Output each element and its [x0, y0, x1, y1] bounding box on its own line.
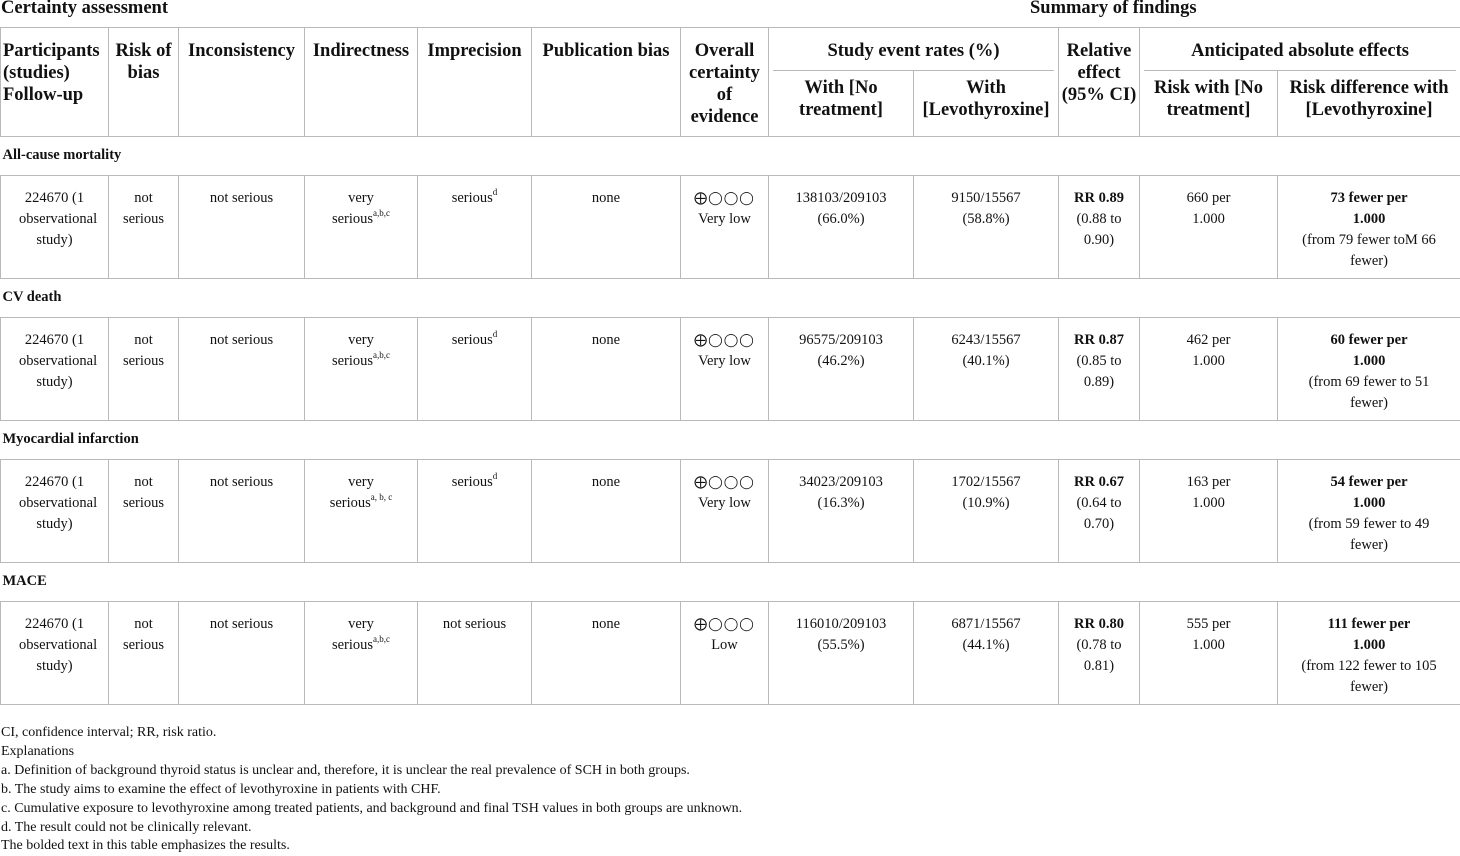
- risk-of-bias-value: not serious: [123, 616, 164, 653]
- table-row: [1, 317, 1460, 420]
- cell-risk-of-bias: [109, 175, 179, 278]
- indirectness-value: very serious: [332, 616, 374, 653]
- certainty-symbols: ⨁◯◯◯: [681, 472, 768, 493]
- cell-with-levothyroxine: [914, 175, 1059, 278]
- certainty-symbols: ⨁◯◯◯: [681, 188, 768, 209]
- cell-risk-of-bias: [109, 459, 179, 562]
- cell-risk-difference: [1278, 459, 1460, 562]
- relative-risk-ci: (0.78 to 0.81): [1059, 635, 1139, 677]
- levothyroxine-rate: 6871/15567: [914, 614, 1058, 635]
- indirectness-value: very serious: [332, 332, 374, 369]
- grade-evidence-table: [0, 27, 1460, 705]
- cell-with-levothyroxine: [914, 459, 1059, 562]
- relative-risk: RR 0.87: [1059, 330, 1139, 351]
- certainty-symbols: ⨁◯◯◯: [681, 330, 768, 351]
- table-header: [1, 28, 1460, 137]
- relative-risk: RR 0.89: [1059, 188, 1139, 209]
- inconsistency-value: not serious: [210, 616, 273, 632]
- cell-publication-bias: [532, 317, 681, 420]
- risk-no-treatment-value: 163 per 1.000: [1140, 472, 1277, 514]
- certainty-label: Very low: [698, 495, 751, 511]
- cell-risk-no-treatment: [1140, 601, 1278, 704]
- certainty-assessment-heading: Certainty assessment: [1, 0, 168, 19]
- relative-risk: RR 0.67: [1059, 472, 1139, 493]
- indirectness-value: very serious: [330, 474, 374, 511]
- cell-relative-effect: [1059, 175, 1140, 278]
- indirectness-footnote-ref: a, b, c: [371, 492, 393, 502]
- cell-inconsistency: [179, 601, 305, 704]
- risk-no-treatment-value: 462 per 1.000: [1140, 330, 1277, 372]
- table-footnotes: [1, 724, 742, 856]
- risk-difference-range: (from 59 fewer to 49 fewer): [1278, 514, 1460, 556]
- footnote-abbreviations: CI, confidence interval; RR, risk ratio.: [1, 724, 742, 743]
- risk-difference-main: 60 fewer per 1.000: [1278, 330, 1460, 372]
- col-risk-with-no-treatment: Risk with [No treatment]: [1140, 71, 1278, 136]
- footnote-b: b. The study aims to examine the effect of levothyroxine in patients with CHF.: [1, 781, 742, 800]
- table-super-headers: [0, 0, 1460, 22]
- participants-value: 224670 (1 observational study): [19, 332, 97, 390]
- relative-risk-ci: (0.64 to 0.70): [1059, 493, 1139, 535]
- levothyroxine-pct: (44.1%): [962, 637, 1009, 653]
- inconsistency-value: not serious: [210, 474, 273, 490]
- levothyroxine-rate: 6243/15567: [914, 330, 1058, 351]
- table-row: [1, 601, 1460, 704]
- cell-inconsistency: [179, 459, 305, 562]
- risk-of-bias-value: not serious: [123, 190, 164, 227]
- col-risk-difference: Risk difference with [Levothyroxine]: [1278, 71, 1460, 136]
- col-overall-certainty: Overall certainty of evidence: [681, 28, 769, 137]
- imprecision-footnote-ref: d: [493, 329, 498, 339]
- cell-indirectness: [305, 175, 418, 278]
- outcome-name: MACE: [1, 562, 1460, 601]
- no-treatment-rate: 96575/209103: [769, 330, 913, 351]
- cell-risk-no-treatment: [1140, 175, 1278, 278]
- imprecision-value: serious: [452, 332, 493, 348]
- imprecision-footnote-ref: d: [493, 187, 498, 197]
- risk-difference-range: (from 69 fewer to 51 fewer): [1278, 372, 1460, 414]
- no-treatment-rate: 116010/209103: [769, 614, 913, 635]
- levothyroxine-pct: (58.8%): [962, 211, 1009, 227]
- table-row: [1, 459, 1460, 562]
- cell-risk-of-bias: [109, 601, 179, 704]
- risk-difference-range: (from 79 fewer toM 66 fewer): [1278, 230, 1460, 272]
- cell-participants: [1, 317, 109, 420]
- publication-bias-value: none: [592, 190, 620, 206]
- participants-value: 224670 (1 observational study): [19, 616, 97, 674]
- col-participants: Participants (studies) Follow-up: [1, 28, 109, 137]
- cell-participants: [1, 175, 109, 278]
- participants-value: 224670 (1 observational study): [19, 474, 97, 532]
- inconsistency-value: not serious: [210, 190, 273, 206]
- cell-participants: [1, 601, 109, 704]
- col-risk-of-bias: Risk of bias: [109, 28, 179, 137]
- relative-risk: RR 0.80: [1059, 614, 1139, 635]
- risk-of-bias-value: not serious: [123, 332, 164, 369]
- cell-risk-difference: [1278, 601, 1460, 704]
- footnote-d: d. The result could not be clinically relevant.: [1, 819, 742, 838]
- risk-of-bias-value: not serious: [123, 474, 164, 511]
- cell-inconsistency: [179, 175, 305, 278]
- cell-overall-certainty: [681, 459, 769, 562]
- cell-with-no-treatment: [769, 601, 914, 704]
- cell-with-no-treatment: [769, 175, 914, 278]
- certainty-symbols: ⨁◯◯◯: [681, 614, 768, 635]
- certainty-label: Very low: [698, 211, 751, 227]
- risk-difference-main: 73 fewer per 1.000: [1278, 188, 1460, 230]
- cell-risk-no-treatment: [1140, 459, 1278, 562]
- cell-imprecision: [418, 459, 532, 562]
- no-treatment-rate: 34023/209103: [769, 472, 913, 493]
- cell-risk-difference: [1278, 175, 1460, 278]
- risk-difference-range: (from 122 fewer to 105 fewer): [1278, 656, 1460, 698]
- cell-inconsistency: [179, 317, 305, 420]
- summary-of-findings-heading: Summary of findings: [1030, 0, 1197, 19]
- certainty-label: Low: [711, 637, 738, 653]
- no-treatment-pct: (16.3%): [817, 495, 864, 511]
- indirectness-footnote-ref: a,b,c: [373, 634, 390, 644]
- no-treatment-rate: 138103/209103: [769, 188, 913, 209]
- relative-risk-ci: (0.85 to 0.89): [1059, 351, 1139, 393]
- outcome-header-row: [1, 562, 1460, 601]
- col-imprecision: Imprecision: [418, 28, 532, 137]
- col-study-event-rates: Study event rates (%): [769, 28, 1059, 72]
- outcome-name: All-cause mortality: [1, 136, 1460, 175]
- table-row: [1, 175, 1460, 278]
- col-anticipated-absolute-effects: Anticipated absolute effects: [1140, 28, 1460, 72]
- cell-relative-effect: [1059, 459, 1140, 562]
- cell-with-levothyroxine: [914, 317, 1059, 420]
- outcome-header-row: [1, 420, 1460, 459]
- cell-relative-effect: [1059, 601, 1140, 704]
- outcome-header-row: [1, 278, 1460, 317]
- publication-bias-value: none: [592, 332, 620, 348]
- imprecision-footnote-ref: d: [493, 471, 498, 481]
- indirectness-footnote-ref: a,b,c: [373, 350, 390, 360]
- cell-with-no-treatment: [769, 317, 914, 420]
- indirectness-footnote-ref: a,b,c: [373, 208, 390, 218]
- col-with-no-treatment: With [No treatment]: [769, 71, 914, 136]
- footnote-bold-note: The bolded text in this table emphasizes the results.: [1, 837, 742, 856]
- cell-publication-bias: [532, 601, 681, 704]
- cell-relative-effect: [1059, 317, 1140, 420]
- cell-imprecision: [418, 175, 532, 278]
- outcome-header-row: [1, 136, 1460, 175]
- cell-participants: [1, 459, 109, 562]
- levothyroxine-pct: (10.9%): [962, 495, 1009, 511]
- cell-risk-no-treatment: [1140, 317, 1278, 420]
- cell-overall-certainty: [681, 601, 769, 704]
- col-indirectness: Indirectness: [305, 28, 418, 137]
- footnote-a: a. Definition of background thyroid status is unclear and, therefore, it is unclear the real prevalence of SCH in both groups.: [1, 762, 742, 781]
- cell-risk-difference: [1278, 317, 1460, 420]
- imprecision-value: serious: [452, 190, 493, 206]
- risk-difference-main: 111 fewer per 1.000: [1278, 614, 1460, 656]
- certainty-label: Very low: [698, 353, 751, 369]
- cell-publication-bias: [532, 459, 681, 562]
- col-with-levothyroxine: With [Levothyroxine]: [914, 71, 1059, 136]
- relative-risk-ci: (0.88 to 0.90): [1059, 209, 1139, 251]
- no-treatment-pct: (46.2%): [817, 353, 864, 369]
- cell-with-no-treatment: [769, 459, 914, 562]
- cell-publication-bias: [532, 175, 681, 278]
- cell-overall-certainty: [681, 175, 769, 278]
- cell-with-levothyroxine: [914, 601, 1059, 704]
- outcome-name: CV death: [1, 278, 1460, 317]
- participants-value: 224670 (1 observational study): [19, 190, 97, 248]
- imprecision-value: serious: [452, 474, 493, 490]
- no-treatment-pct: (55.5%): [817, 637, 864, 653]
- footnote-explanations-title: Explanations: [1, 743, 742, 762]
- cell-imprecision: [418, 317, 532, 420]
- risk-no-treatment-value: 660 per 1.000: [1140, 188, 1277, 230]
- cell-imprecision: [418, 601, 532, 704]
- outcome-name: Myocardial infarction: [1, 420, 1460, 459]
- levothyroxine-rate: 1702/15567: [914, 472, 1058, 493]
- col-inconsistency: Inconsistency: [179, 28, 305, 137]
- publication-bias-value: none: [592, 616, 620, 632]
- cell-overall-certainty: [681, 317, 769, 420]
- indirectness-value: very serious: [332, 190, 374, 227]
- risk-no-treatment-value: 555 per 1.000: [1140, 614, 1277, 656]
- no-treatment-pct: (66.0%): [817, 211, 864, 227]
- risk-difference-main: 54 fewer per 1.000: [1278, 472, 1460, 514]
- footnote-c: c. Cumulative exposure to levothyroxine among treated patients, and background and final TSH values in both groups are unknown.: [1, 800, 742, 819]
- cell-risk-of-bias: [109, 317, 179, 420]
- levothyroxine-pct: (40.1%): [962, 353, 1009, 369]
- cell-indirectness: [305, 601, 418, 704]
- publication-bias-value: none: [592, 474, 620, 490]
- col-publication-bias: Publication bias: [532, 28, 681, 137]
- inconsistency-value: not serious: [210, 332, 273, 348]
- levothyroxine-rate: 9150/15567: [914, 188, 1058, 209]
- cell-indirectness: [305, 459, 418, 562]
- cell-indirectness: [305, 317, 418, 420]
- col-relative-effect: Relative effect (95% CI): [1059, 28, 1140, 137]
- imprecision-value: not serious: [443, 616, 506, 632]
- table-body: [1, 136, 1460, 704]
